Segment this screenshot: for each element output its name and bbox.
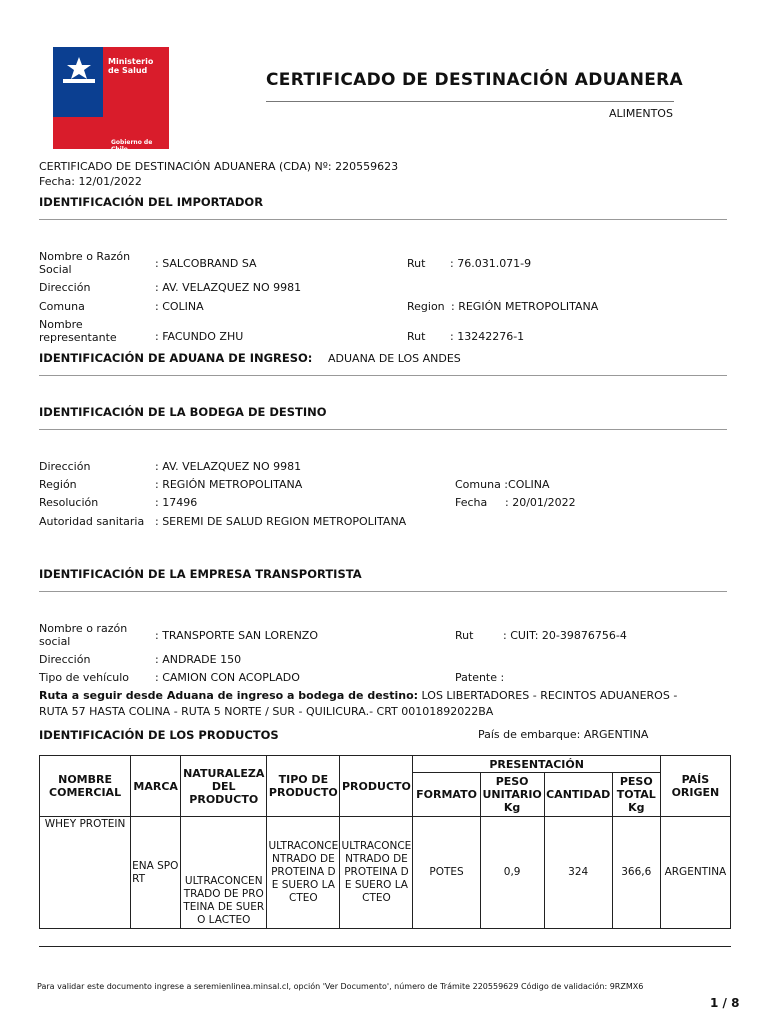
importer-comuna-label: Comuna — [39, 300, 85, 313]
importer-address-label: Dirección — [39, 281, 91, 294]
col-nombre-comercial: NOMBRE COMERCIAL — [40, 756, 131, 817]
table-bottom-rule — [39, 946, 731, 947]
products-heading: IDENTIFICACIÓN DE LOS PRODUCTOS — [39, 728, 279, 742]
col-formato: FORMATO — [413, 773, 480, 817]
warehouse-heading: IDENTIFICACIÓN DE LA BODEGA DE DESTINO — [39, 405, 327, 419]
cell-peso-total: 366,6 — [612, 817, 660, 929]
shipment-country: País de embarque: ARGENTINA — [478, 728, 649, 741]
cell-marca: ENA SPORT — [131, 817, 181, 929]
warehouse-resolution-value: : 17496 — [155, 496, 198, 509]
warehouse-region-value: : REGIÓN METROPOLITANA — [155, 478, 303, 491]
importer-region-value: : REGIÓN METROPOLITANA — [451, 300, 599, 313]
transport-name-label: Nombre o razón social — [39, 622, 128, 648]
cell-nombre: WHEY PROTEIN — [40, 817, 131, 929]
importer-divider — [39, 219, 727, 220]
importer-rep-label: Nombre representante — [39, 318, 117, 344]
transport-rut-label: Rut — [455, 629, 474, 642]
cell-naturaleza: ULTRACONCENTRADO DE PROTEINA DE SUERO LACTEO — [181, 817, 267, 929]
warehouse-resolution-label: Resolución — [39, 496, 99, 509]
transport-name-value: : TRANSPORTE SAN LORENZO — [155, 629, 319, 642]
logo-ministry-text: Ministerio de Salud — [108, 57, 154, 75]
warehouse-address-label: Dirección — [39, 460, 91, 473]
col-pais-origen: PAÍS ORIGEN — [660, 756, 730, 817]
importer-rut-value: : 76.031.071-9 — [450, 257, 532, 270]
validation-footer: Para validar este documento ingrese a seremienlinea.minsal.cl, opción 'Ver Documento', número de Trámite 220559629 Código de validación: 9RZMX6 — [37, 982, 644, 991]
title-divider — [266, 101, 674, 102]
table-row — [40, 817, 731, 929]
cell-pais: ARGENTINA — [660, 817, 730, 929]
route-label: Ruta a seguir desde Aduana de ingreso a bodega de destino: — [39, 689, 419, 702]
col-peso-unitario: PESO UNITARIO Kg — [480, 773, 544, 817]
importer-name-label: Nombre o Razón Social — [39, 250, 131, 276]
customs-heading: IDENTIFICACIÓN DE ADUANA DE INGRESO: — [39, 351, 313, 365]
route-line-1 — [39, 689, 677, 702]
transport-address-value: : ANDRADE 150 — [155, 653, 242, 666]
cell-cantidad: 324 — [544, 817, 612, 929]
ministry-logo — [53, 47, 169, 153]
transport-plate-label: Patente : — [455, 671, 505, 684]
warehouse-date-value: : 20/01/2022 — [505, 496, 576, 509]
route-value-2: RUTA 57 HASTA COLINA - RUTA 5 NORTE / SUR - QUILICURA.- CRT 00101892022BA — [39, 705, 494, 718]
importer-rep-rut-label: Rut — [407, 330, 426, 343]
importer-region-label: Region — [407, 300, 445, 313]
importer-name-value: : SALCOBRAND SA — [155, 257, 257, 270]
importer-address-value: : AV. VELAZQUEZ NO 9981 — [155, 281, 302, 294]
warehouse-region-label: Región — [39, 478, 77, 491]
issue-date: Fecha: 12/01/2022 — [39, 175, 142, 188]
warehouse-authority-label: Autoridad sanitaria — [39, 515, 145, 528]
warehouse-address-value: : AV. VELAZQUEZ NO 9981 — [155, 460, 302, 473]
importer-comuna-value: : COLINA — [155, 300, 204, 313]
warehouse-date-label: Fecha — [455, 496, 488, 509]
transport-address-label: Dirección — [39, 653, 91, 666]
cell-producto: ULTRACONCENTRADO DE PROTEINA DE SUERO LACTEO — [340, 817, 413, 929]
cell-peso-unitario: 0,9 — [480, 817, 544, 929]
coat-of-arms-icon — [61, 55, 97, 85]
col-cantidad: CANTIDAD — [544, 773, 612, 817]
importer-rep-value: : FACUNDO ZHU — [155, 330, 244, 343]
cda-number: CERTIFICADO DE DESTINACIÓN ADUANERA (CDA) Nº: 220559623 — [39, 160, 399, 173]
importer-rep-rut-value: : 13242276-1 — [450, 330, 525, 343]
transport-vehicle-value: : CAMION CON ACOPLADO — [155, 671, 300, 684]
document-title: CERTIFICADO DE DESTINACIÓN ADUANERA — [266, 70, 683, 90]
col-tipo: TIPO DE PRODUCTO — [267, 756, 340, 817]
page-number: 1 / 8 — [710, 996, 740, 1010]
warehouse-divider — [39, 429, 727, 430]
transport-heading: IDENTIFICACIÓN DE LA EMPRESA TRANSPORTISTA — [39, 567, 362, 581]
route-value-1: LOS LIBERTADORES - RECINTOS ADUANEROS - — [421, 689, 678, 702]
col-naturaleza: NATURALEZA DEL PRODUCTO — [181, 756, 267, 817]
customs-value: ADUANA DE LOS ANDES — [328, 352, 461, 365]
products-table — [39, 755, 731, 929]
col-presentacion: PRESENTACIÓN — [413, 756, 660, 773]
transport-divider — [39, 591, 727, 592]
col-marca: MARCA — [131, 756, 181, 817]
importer-heading: IDENTIFICACIÓN DEL IMPORTADOR — [39, 195, 264, 209]
warehouse-authority-value: : SEREMI DE SALUD REGION METROPOLITANA — [155, 515, 407, 528]
transport-vehicle-label: Tipo de vehículo — [39, 671, 130, 684]
transport-rut-value: : CUIT: 20-39876756-4 — [503, 629, 627, 642]
warehouse-comuna: Comuna :COLINA — [455, 478, 550, 491]
logo-government-text: Gobierno de Chile — [111, 139, 153, 153]
document-subtitle: ALIMENTOS — [609, 107, 673, 120]
cell-formato: POTES — [413, 817, 480, 929]
importer-rut-label: Rut — [407, 257, 426, 270]
table-header-row — [40, 756, 731, 773]
cell-tipo: ULTRACONCENTRADO DE PROTEINA DE SUERO LACTEO — [267, 817, 340, 929]
col-producto: PRODUCTO — [340, 756, 413, 817]
col-peso-total: PESO TOTAL Kg — [612, 773, 660, 817]
customs-divider — [39, 375, 727, 376]
